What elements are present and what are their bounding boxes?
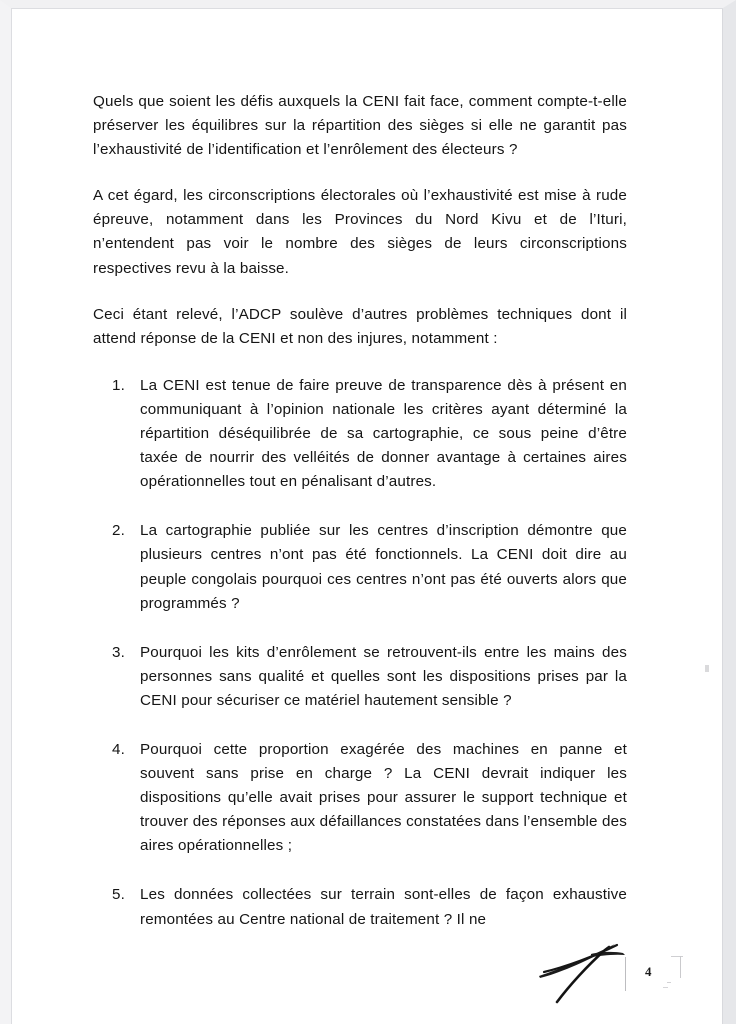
document-text-body xyxy=(93,90,627,932)
page-number: 4 xyxy=(645,964,652,979)
list-item-text: La cartographie publiée sur les centres d’inscription démontre que plusieurs centres n’ont pas été fonctionnels. La CENI doit dire au peuple congolais pourquoi ces centres n’ont pas été ouverts alors que programmés ? xyxy=(140,522,627,612)
numbered-list-wrapper xyxy=(93,374,627,932)
paragraph-3: Ceci étant relevé, l’ADCP soulève d’autres problèmes techniques dont il attend réponse de la CENI et non des injures, notamment : xyxy=(93,305,627,347)
list-item-text: Pourquoi cette proportion exagérée des machines en panne et souvent sans prise en charge ? La CENI devrait indiquer les dispositions qu’elle avait prises pour assurer le support technique et trouver des réponses aux défaillances constatées dans l’ensemble des aires opérationnelles ; xyxy=(140,740,627,855)
list-item xyxy=(93,738,627,858)
footer-rule-top xyxy=(671,956,683,957)
list-item-marker: 5. xyxy=(112,886,125,904)
list-item xyxy=(93,519,627,615)
footer-mark-a xyxy=(667,982,671,983)
page-footer xyxy=(11,930,723,1024)
footer-rule-left xyxy=(625,957,626,991)
list-item-marker: 2. xyxy=(112,522,125,540)
list-item-marker: 3. xyxy=(112,643,125,661)
footer-rule-right xyxy=(680,956,681,978)
list-item xyxy=(93,374,627,494)
list-item-marker: 1. xyxy=(112,376,125,394)
footer-mark-b xyxy=(663,987,668,988)
list-item-marker: 4. xyxy=(112,740,125,758)
list-item-text: Pourquoi les kits d’enrôlement se retrouvent-ils entre les mains des personnes sans qualité et quelles sont les dispositions prises par la CENI pour sécuriser ce matériel hautement sensible ? xyxy=(140,643,627,709)
list-item-text: La CENI est tenue de faire preuve de transparence dès à présent en communiquant à l’opinion nationale les critères ayant déterminé la répartition déséquilibrée de sa cartographie, ce sous peine d’être taxée de nourrir des velléités de donner avantage à certaines aires opérationnelles tout en pénalisant d’autres. xyxy=(140,376,627,491)
list-item-text: Les données collectées sur terrain sont-elles de façon exhaustive remontées au Centre national de traitement ? Il ne xyxy=(140,886,627,928)
page-number-box xyxy=(623,954,697,1000)
list-item xyxy=(93,883,627,931)
list-item xyxy=(93,641,627,713)
paper-surface xyxy=(11,8,723,1024)
paragraph-2: A cet égard, les circonscriptions électorales où l’exhaustivité est mise à rude épreuve, notamment dans les Provinces du Nord Kivu et de l’Ituri, n’entendent pas voir le nombre des sièges de leurs circonscriptions respectives revu à la baisse. xyxy=(93,187,627,277)
paragraph-1: Quels que soient les défis auxquels la CENI fait face, comment compte-t-elle préserver les équilibres sur la répartition des sièges si elle ne garantit pas l’exhaustivité de l’identification et l’enrôlement des électeurs ? xyxy=(93,93,627,159)
numbered-list xyxy=(93,374,627,932)
scan-artifact-speck xyxy=(705,665,709,672)
handwritten-signature-icon xyxy=(535,932,635,1004)
